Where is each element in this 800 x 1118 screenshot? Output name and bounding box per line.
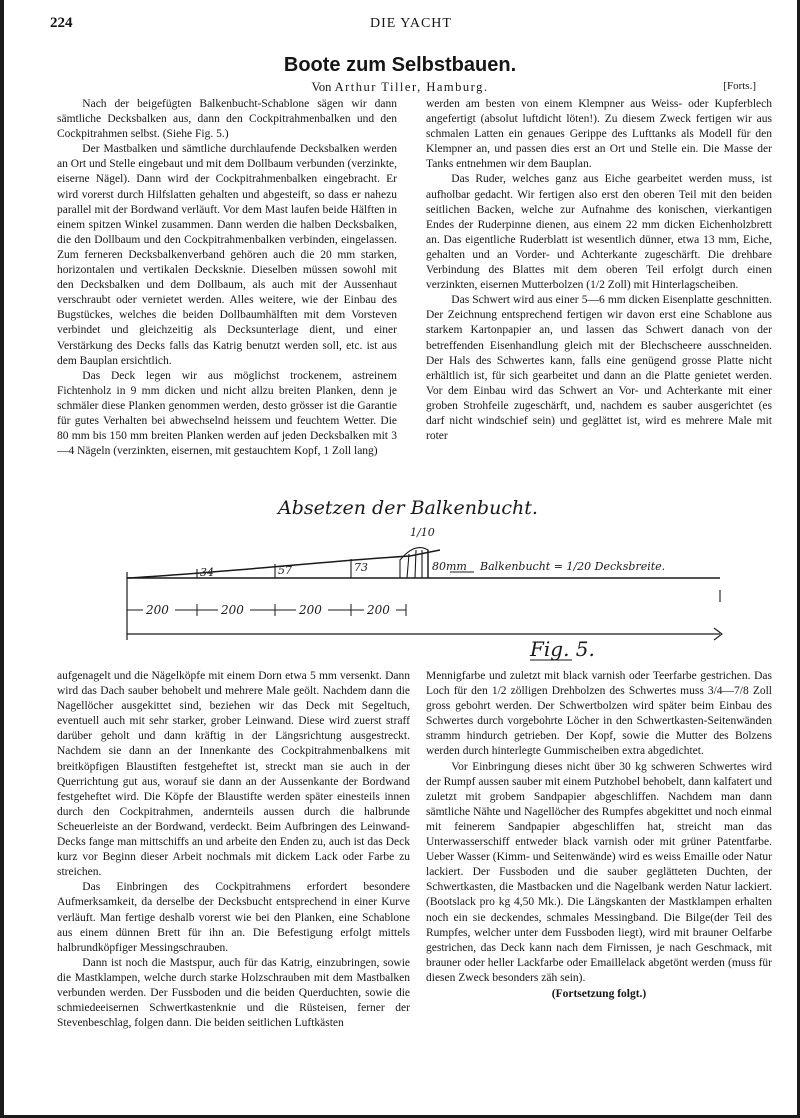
paragraph: Das Einbringen des Cockpitrahmens erfordert besondere Aufmerksamkeit, da derselbe der Decksbucht entsprechend in einer Kurve verläuft. Man fertige deshalb vorerst wie bei den Planken, eine Schablone aus einem dünnen Brett für ihn an. Die Befestigung erfolgt mittels halbrundköpfiger Messingschrauben. — [57, 881, 410, 954]
column-left-bottom — [57, 669, 410, 1031]
continuation-note: (Fortsetzung folgt.) — [551, 987, 647, 1000]
byline — [60, 80, 740, 95]
author-name: Arthur Tiller, Hamburg. — [334, 80, 489, 94]
continued-mark: [Forts.] — [723, 80, 756, 92]
spacing-label: 200 — [146, 603, 169, 617]
page-number: 224 — [50, 15, 73, 31]
article-title: Boote zum Selbstbauen. — [283, 54, 517, 76]
paragraph: Der Mastbalken und sämtliche durchlaufende Decksbalken werden an Ort und Stelle eingebaut und mit dem Dollbaum verbunden (verzinkte, eiserne Nägel). Dann wird der Cockpitrahmenbalken eingebracht. Er wird vorerst durch Hilfslatten gehalten und abgesteift, so dass er nahezu parallel mit der Bordwand verläuft. Vor dem Mast laufen beide Hälften in einem spitzen Winkel zusammen. Dann werden die halben Decksbalken, die den Dollbaum und den Cockpitrahmenbalken verbinden, eingelassen. Zum ferneren Decksbalkenverband gehören auch die 20 mm starken, horizontalen und vertikalen Deckskniе. Dieselben müssen sowohl mit den Decksbalken und dem Dollbaum, als auch mit der Aussenhaut verschraubt oder vernietet werden. Alles weitere, wie der Einbau des Bugstückes, welches die beiden Dollbaumhälften mit dem Vorsteven verbindet und gleichzeitig als Decksunterlage dient, und einer Verstärkung des Decks falls das Katrig benutzt werden soll, etc. ist aus dem Bauplan ersichtlich. — [57, 143, 397, 367]
figure-5-balkenbucht — [110, 490, 750, 665]
paragraph: Vor Einbringung dieses nicht über 30 kg schweren Schwertes wird der Rumpf aussen sauber mit einem Putzhobel behobelt, dann kalfatert und zuletzt mit grobem Sandpapier abgeschliffen. Nachdem man dann sämtliche Nähte und Nagellöcher des Rumpfes abgekittet und noch einmal mit feinerem Sandpapier abgeschliffen hat, streicht man das Unterwasserschiff entweder black varnish oder mit grüner Patentfarbe. Ueber Wasser (Kimm- und Seitenwände) wird es weiss Emaille oder Natur lackiert. Der Fussboden und die sauber geglätteten Duchten, der Schwertkasten, die Mastbacken und die Nagelbank werden Natur lackiert. (Bootslack pro kg 4,50 Mk.). Die Längskanten der Mastklampen erhalten noch ein sie deckendes, schmales Messingband. Die Bilge(der Teil des Rumpfes, welcher unter dem Fussboden liegt), wird mit brauner Oelfarbe gestrichen, das Deck kann nach dem Firnissen, je nach Geschmack, mit brauner oder heller Lackfarbe oder Emaillelack abgetönt werden (muss für diesen Zweck besonders zäh sein). — [426, 760, 772, 984]
column-right-top — [426, 97, 772, 444]
paragraph: Das Deck legen wir aus möglichst trockenem, astreinem Fichtenholz in 9 mm dicken und nicht allzu breiten Planken, denn je schmäler diese Planken genommen werden, desto grösser ist die Garantie für gutes Verhalten bei abwechselnd heissem und feuchtem Wetter. Die 80 mm bis 150 mm breiten Planken werden auf jeden Decksbalken mit 3—4 Nägeln (verzinkten, eisernen, mit gestauchtem Kopf, 1 Zoll lang) — [57, 369, 397, 458]
paragraph: Nach der beigefügten Balkenbucht-Schablone sägen wir dann sämtliche Decksbalken aus, dann den Cockpitrahmenbalken und den Cockpitrahmen selbst. (Siehe Fig. 5.) — [57, 98, 397, 141]
height-label: 73 — [354, 561, 368, 574]
page-edge-left — [0, 0, 4, 1118]
spacing-label: 200 — [367, 603, 390, 617]
byline-prefix: Von — [311, 80, 332, 94]
paragraph: werden am besten von einem Klempner aus Weiss- oder Kupferblech angefertigt (absolut luftdicht löten!). Zu diesem Zweck fertigen wir aus schmalen Latten ein genaues Gerippe des Lufttanks als Modell für den Klempner an, und passen dies erst an Ort und Stelle ein. Die Masse der Tanks entnehmen wir dem Bauplan. — [426, 98, 772, 171]
figure-scale: 1/10 — [410, 526, 435, 539]
spacing-label: 200 — [299, 603, 322, 617]
figure-title: Absetzen der Balkenbucht. — [278, 497, 538, 519]
figure-caption: Fig. 5. — [530, 637, 595, 661]
column-left-top — [57, 97, 397, 459]
figure-note: Balkenbucht = 1/20 Decksbreite. — [480, 560, 666, 573]
journal-title: DIE YACHT — [370, 16, 452, 31]
deck-arc-detail — [400, 548, 428, 578]
paragraph: Mennigfarbe und zuletzt mit black varnish oder Teerfarbe gestrichen. Das Loch für den 1/2 zölligen Drehbolzen des Schwertes muss 3/4—7/8 Zoll gross gebohrt werden. Der Schwertbolzen wird später beim Einbau des Schwertes durch vorgebohrte Löcher in den Schwertkasten-Seitenwänden stramm hindurch getrieben. Der Kopf, sowie die Mutter des Bolzens werden durch hinterlegte Gummischeiben extra abgedichtet. — [426, 670, 772, 758]
figure-drawing — [110, 490, 750, 665]
paragraph: aufgenagelt und die Nägelköpfe mit einem Dorn etwa 5 mm versenkt. Dann wird das Dach sauber behobelt und mehrere Male geölt. Nachdem dann die Nagellöcher ausgekittet sind, beziehen wir das Deck mit Segeltuch, eventuell auch mit sehr starker, grober Leinwand. Diese wird zuerst straff darüber geholt und dann kräftig in der Längsrichtung ausgestreckt. Nachdem sie dann an der Innenkante des Cockpitrahmenbalkens mit breitköpfigen Blaustiften festgeheftet ist, streckt man sie auch in der Querrichtung gut aus, worauf sie dann an der Aussenkante der Bordwand festgeheftet wird. Die Köpfe der Blaustifte werden später einesteils innen durch den Cockpitrahmen, anderntеils aussen durch die halbrunde Scheuerleiste an der Bordwand, verdeckt. Beim Aufbringen des Leinwand-Decks fange man mittschiffs an und arbeite den Enden zu, auch ist das Deck kurz vor Beginn dieser Arbeit nochmals mit dickem Lack oder Farbe zu streichen. — [57, 670, 410, 879]
height-label: 57 — [278, 564, 292, 577]
running-header — [50, 15, 772, 37]
spacing-label: 200 — [221, 603, 244, 617]
paragraph: Dann ist noch die Mastspur, auch für das Katrig, einzubringen, sowie die Mastklampen, welche durch starke Holzschrauben mit dem Mastbalken verbunden werden. Der Fussboden und die beiden Querduchten, sowie die schmiedeeisernen Schwertkastenknie und die Rüsteisen, ferner der Stevenbeschlag, folgen dann. Die beiden seitlichen Luftkästen — [57, 956, 410, 1030]
height-label: 34 — [200, 566, 214, 579]
paragraph: Das Schwert wird aus einer 5—6 mm dicken Eisenplatte geschnitten. Der Zeichnung entsprechend fertigen wir davon erst eine Schablone aus starkem Kartonpapier an, und lassen das Schwert danach von der betreffenden Eisenhandlung gleich mit der Blechscheere ausschneiden. Der Hals des Schwertes kann, falls eine genügend grosse Platte nicht erhältlich ist, für sich gearbeitet und dann an die Platte genietet werden. Vor dem Einbau wird das Schwert an Vor- und Achterkante mit einer groben Strohfeile zugeschärft, und, nachdem es sauber ausgerichtet (es darf nicht windschief sein) und geglättet ist, wird es mehrere Male mit roter — [426, 294, 772, 443]
column-right-bottom — [426, 669, 772, 1002]
height-label: 80mm — [432, 560, 467, 573]
paragraph: Das Ruder, welches ganz aus Eiche gearbeitet werden muss, ist aufholbar gedacht. Wir fertigen also erst den oberen Teil mit den beiden seitlichen Backen, welche zur Aufnahme des konischen, vierkantigen Endes der Ruderpinne dienen, aus einem 22 mm dicken Eichenholzbrett an. Das eigentliche Ruderblatt ist wesentlich dünner, etwa 13 mm, Eiche, gehalten und an Vorder- und Achterkante zugeschärft. Die drehbare Verbindung des Blattes mit dem oberen Teil erfolgt durch einen verzinkten, eisernen Mutterbolzen (1/2 Zoll) mit Hinterlagscheiben. — [426, 173, 772, 292]
